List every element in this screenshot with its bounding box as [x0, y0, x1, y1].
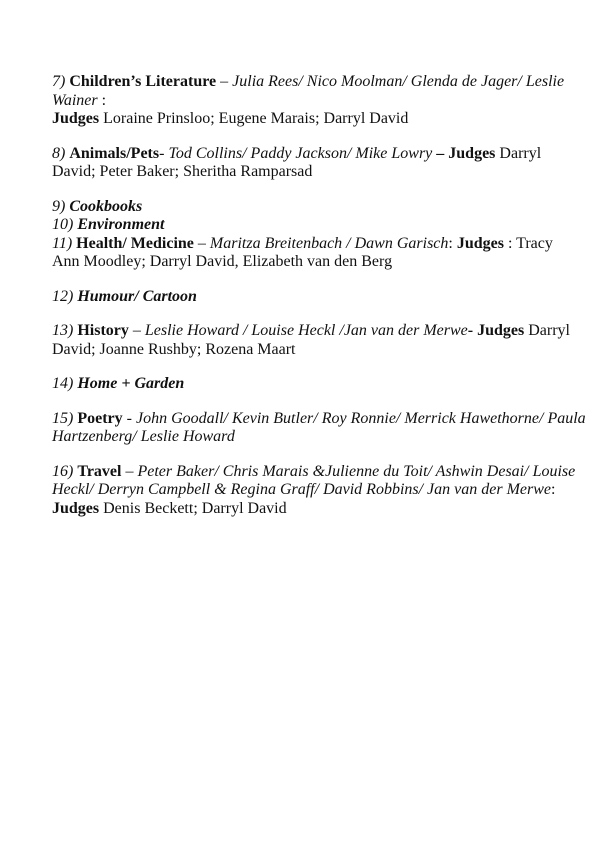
- entry-line: [52, 322, 588, 341]
- category-title: Children’s Literature: [69, 73, 217, 90]
- category-title: Animals/Pets: [69, 144, 160, 162]
- authors: Maritza Breitenbach / Dawn Garisch: [209, 234, 449, 252]
- separator: –: [128, 322, 145, 339]
- entry-line: [52, 428, 588, 447]
- separator: –: [193, 234, 210, 252]
- entry-poetry: [52, 410, 588, 447]
- separator: –: [432, 144, 449, 162]
- entry-number: 12): [52, 287, 74, 305]
- entry-number: 15): [52, 409, 74, 427]
- judges-names: David; Joanne Rushby; Rozena Maart: [52, 340, 296, 358]
- category-title: Home + Garden: [77, 375, 185, 392]
- entry-line: [52, 341, 588, 360]
- entry-history: [52, 322, 588, 359]
- category-title: Health/ Medicine: [76, 234, 194, 252]
- authors: Heckl/ Derryn Campbell & Regina Graff/ David Robbins/ Jan van der Merwe: [52, 481, 552, 498]
- entry-line: [52, 110, 588, 129]
- entry-animals-pets: [52, 145, 588, 182]
- entry-number: 9): [52, 197, 66, 215]
- judges-label: Judges: [477, 322, 525, 339]
- authors: Leslie Howard / Louise Heckl /Jan van der Merwe: [144, 322, 468, 339]
- judges-names: Darryl: [495, 144, 542, 162]
- entry-line: [52, 235, 588, 254]
- judges-label: Judges: [52, 499, 100, 517]
- entry-humour-cartoon: [52, 288, 588, 307]
- separator: :: [97, 91, 107, 109]
- separator: -: [159, 144, 169, 162]
- separator: –: [121, 462, 138, 480]
- category-title: Poetry: [77, 409, 123, 427]
- judges-names: : Tracy: [503, 234, 553, 252]
- entry-line: [52, 216, 588, 235]
- entry-number: 11): [52, 234, 73, 252]
- authors: Peter Baker/ Chris Marais &Julienne du Toit/ Ashwin Desai/ Louise: [137, 462, 576, 480]
- judges-label: Judges: [456, 234, 504, 252]
- authors: Wainer: [52, 91, 98, 109]
- entry-line: [52, 253, 588, 272]
- entry-line: [52, 145, 588, 164]
- category-title: Humour/ Cartoon: [77, 287, 197, 305]
- entry-childrens-literature: [52, 73, 588, 129]
- separator: :: [448, 234, 457, 252]
- category-title: Environment: [77, 216, 165, 233]
- entry-line: [52, 288, 588, 307]
- entry-number: 8): [52, 144, 66, 162]
- judges-label: Judges: [52, 110, 100, 127]
- authors: Tod Collins/ Paddy Jackson/ Mike Lowry: [168, 144, 433, 162]
- judges-label: Judges: [448, 144, 496, 162]
- category-title: History: [77, 322, 129, 339]
- entry-home-garden: [52, 375, 588, 394]
- document-page: [52, 73, 588, 534]
- judges-names: Ann Moodley; Darryl David, Elizabeth van den Berg: [52, 253, 393, 270]
- separator: :: [551, 481, 556, 498]
- entry-line: [52, 163, 588, 182]
- authors: John Goodall/ Kevin Butler/ Roy Ronnie/ Merrick Hawethorne/ Paula: [135, 409, 586, 427]
- judges-names: David; Peter Baker; Sheritha Ramparsad: [52, 163, 313, 180]
- entry-cookbooks: [52, 198, 588, 217]
- separator: -: [467, 322, 478, 339]
- authors: Hartzenberg/ Leslie Howard: [52, 428, 235, 445]
- entry-number: 16): [52, 462, 74, 480]
- entry-number: 10): [52, 216, 74, 233]
- entry-travel: [52, 463, 588, 519]
- entry-line: [52, 410, 588, 429]
- entry-health-medicine: [52, 235, 588, 272]
- category-title: Travel: [77, 462, 122, 480]
- entry-line: [52, 375, 588, 394]
- entry-line: [52, 481, 588, 500]
- entry-environment: [52, 216, 588, 235]
- judges-names: Denis Beckett; Darryl David: [99, 499, 287, 517]
- entry-line: [52, 92, 588, 111]
- entry-line: [52, 463, 588, 482]
- entry-line: [52, 500, 588, 519]
- judges-names: Loraine Prinsloo; Eugene Marais; Darryl David: [99, 110, 409, 127]
- entry-line: [52, 73, 588, 92]
- separator: –: [216, 73, 233, 90]
- authors: Julia Rees/ Nico Moolman/ Glenda de Jager/ Leslie: [232, 73, 565, 90]
- category-title: Cookbooks: [69, 197, 143, 215]
- separator: -: [122, 409, 136, 427]
- entry-number: 13): [52, 322, 74, 339]
- judges-names: Darryl: [524, 322, 570, 339]
- entry-number: 7): [52, 73, 66, 90]
- entry-number: 14): [52, 375, 74, 392]
- entry-line: [52, 198, 588, 217]
